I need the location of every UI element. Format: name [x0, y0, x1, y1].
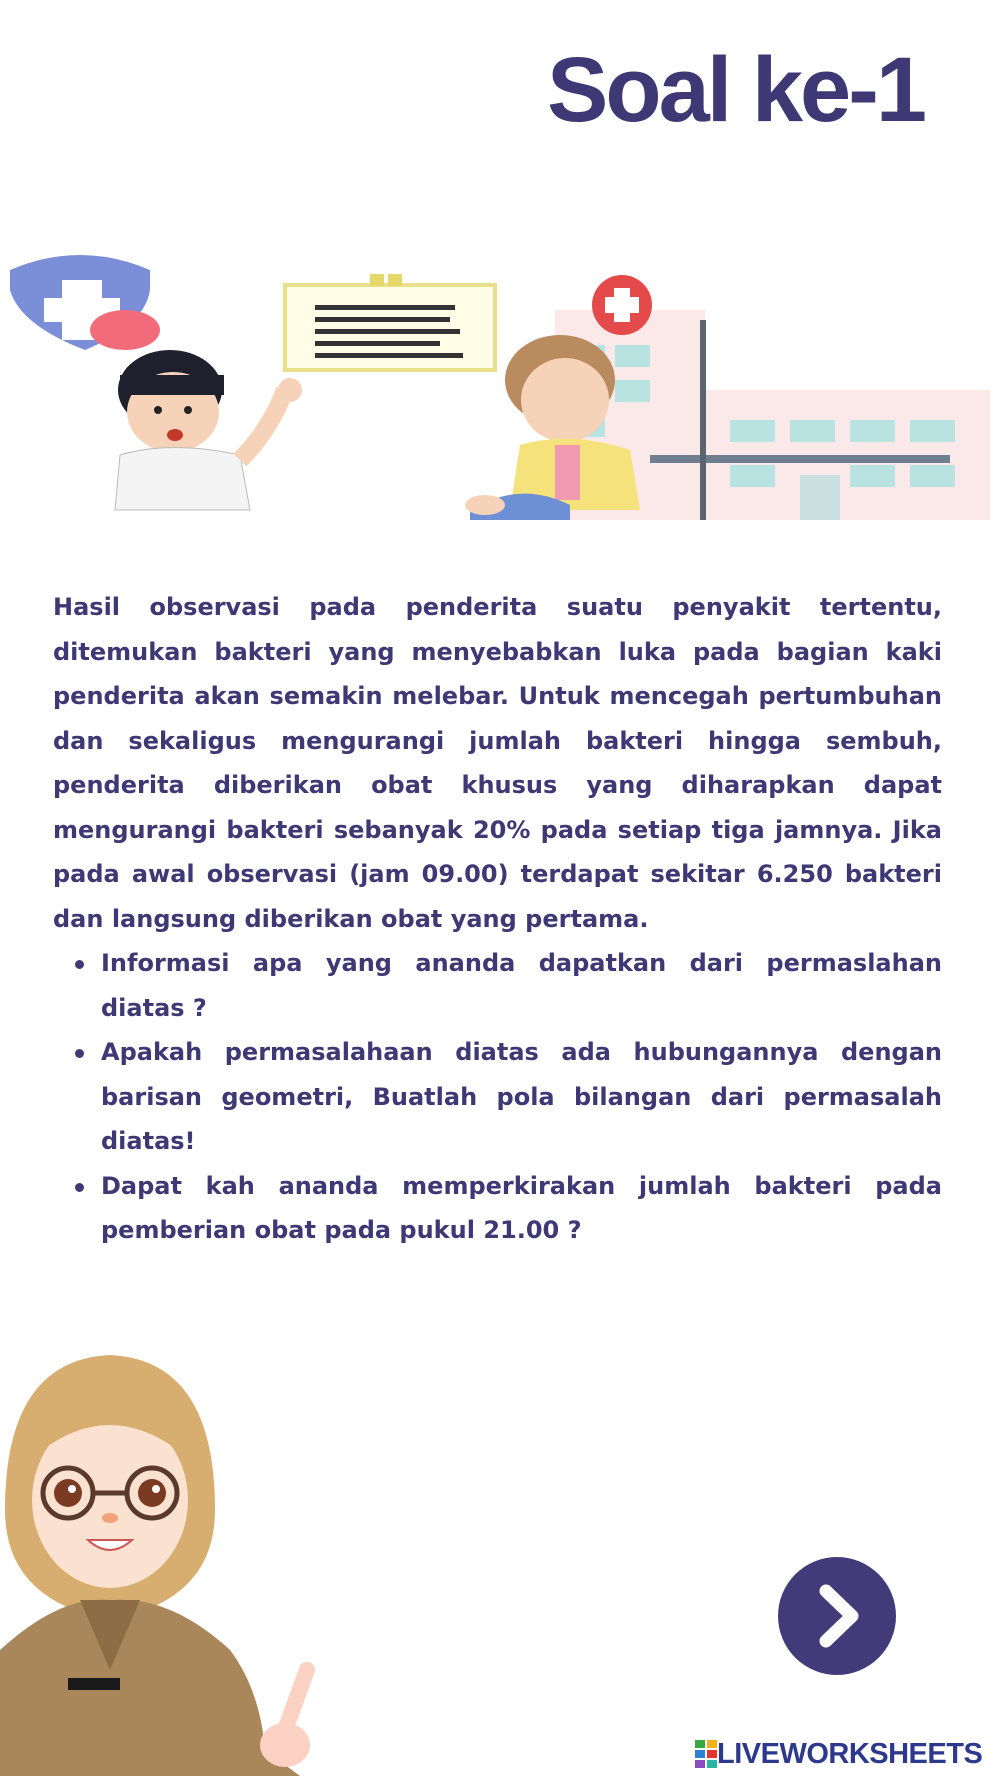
speech-note-icon	[285, 274, 495, 370]
bullet-icon	[75, 1183, 84, 1192]
next-button[interactable]	[778, 1557, 896, 1675]
question-text: Dapat kah ananda memperkirakan jumlah bakteri pada pemberian obat pada pukul 21.00 ?	[101, 1171, 942, 1244]
question-text: Informasi apa yang ananda dapatkan dari permaslahan diatas ?	[101, 949, 942, 1022]
list-item	[101, 1030, 942, 1164]
liveworksheets-logo-icon	[695, 1740, 717, 1768]
brand-name: LIVEWORKSHEETS	[717, 1737, 983, 1770]
page-title: Soal ke-1	[547, 39, 924, 141]
question-text: Apakah permasalahaan diatas ada hubungannya dengan barisan geometri, Buatlah pola bilangan dari permasalah diatas!	[101, 1038, 942, 1155]
chevron-right-icon	[778, 1557, 896, 1675]
hospital-illustration	[0, 250, 1000, 540]
problem-paragraph: Hasil observasi pada penderita suatu penyakit tertentu, ditemukan bakteri yang menyebabkan luka pada bagian kaki penderita akan semakin melebar. Untuk mencegah pertumbuhan dan sekaligus mengurangi jumlah bakteri hingga sembuh, penderita diberikan obat khusus yang diharapkan dapat mengurangi bakteri sebanyak 20% pada setiap tiga jamnya. Jika pada awal observasi (jam 09.00) terdapat sekitar 6.250 bakteri dan langsung diberikan obat yang pertama.	[53, 593, 942, 933]
shield-icon	[10, 255, 160, 350]
question-list	[53, 941, 942, 1253]
problem-text	[53, 585, 942, 1253]
bullet-icon	[75, 960, 84, 969]
list-item	[101, 1164, 942, 1253]
teacher-illustration	[0, 1350, 330, 1776]
doctor-icon	[115, 350, 302, 510]
list-item	[101, 941, 942, 1030]
brand-logo	[695, 1738, 982, 1770]
bullet-icon	[75, 1049, 84, 1058]
